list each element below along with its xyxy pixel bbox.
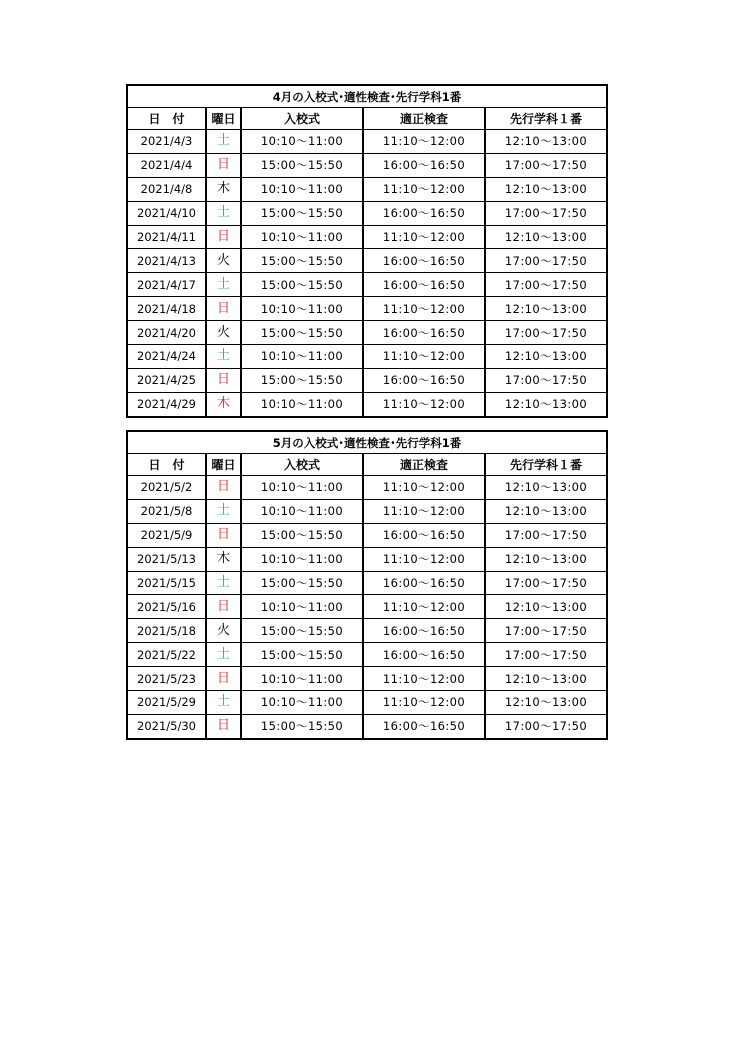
aptitude-column-header: 適正検査 (363, 108, 485, 130)
lesson-time-cell: 12:10～13:00 (485, 547, 607, 571)
aptitude-time-cell: 11:10～12:00 (363, 345, 485, 369)
table-row (127, 523, 607, 547)
weekday-cell: 日 (206, 523, 241, 547)
aptitude-time-cell: 11:10～12:00 (363, 667, 485, 691)
date-cell: 2021/5/29 (127, 691, 206, 715)
entrance-time-cell: 15:00～15:50 (241, 619, 363, 643)
aptitude-time-cell: 11:10～12:00 (363, 130, 485, 154)
date-cell: 2021/5/8 (127, 499, 206, 523)
date-cell: 2021/5/2 (127, 476, 206, 500)
aptitude-time-cell: 11:10～12:00 (363, 476, 485, 500)
aptitude-time-cell: 11:10～12:00 (363, 691, 485, 715)
entrance-time-cell: 10:10～11:00 (241, 225, 363, 249)
weekday-cell: 土 (206, 499, 241, 523)
table-row (127, 547, 607, 571)
entrance-time-cell: 15:00～15:50 (241, 249, 363, 273)
may-schedule-table (126, 430, 608, 740)
aptitude-time-cell: 11:10～12:00 (363, 297, 485, 321)
lesson-time-cell: 12:10～13:00 (485, 476, 607, 500)
lesson-time-cell: 17:00～17:50 (485, 523, 607, 547)
entrance-time-cell: 10:10～11:00 (241, 177, 363, 201)
table-header-row (127, 108, 607, 130)
weekday-cell: 日 (206, 368, 241, 392)
date-cell: 2021/4/11 (127, 225, 206, 249)
weekday-cell: 木 (206, 547, 241, 571)
lesson-time-cell: 12:10～13:00 (485, 177, 607, 201)
aptitude-time-cell: 11:10～12:00 (363, 547, 485, 571)
table-row (127, 499, 607, 523)
aptitude-time-cell: 11:10～12:00 (363, 595, 485, 619)
table-row (127, 619, 607, 643)
table-row (127, 392, 607, 416)
aptitude-time-cell: 16:00～16:50 (363, 201, 485, 225)
weekday-cell: 日 (206, 153, 241, 177)
aptitude-time-cell: 11:10～12:00 (363, 392, 485, 416)
lesson-time-cell: 17:00～17:50 (485, 201, 607, 225)
table-row (127, 225, 607, 249)
date-column-header: 日 付 (127, 108, 206, 130)
entrance-time-cell: 10:10～11:00 (241, 667, 363, 691)
table-row (127, 714, 607, 738)
table-row (127, 345, 607, 369)
lesson-time-cell: 12:10～13:00 (485, 691, 607, 715)
weekday-column-header: 曜日 (206, 108, 241, 130)
table-row (127, 249, 607, 273)
table-row (127, 273, 607, 297)
date-cell: 2021/5/18 (127, 619, 206, 643)
weekday-cell: 日 (206, 476, 241, 500)
lesson-column-header: 先行学科１番 (485, 108, 607, 130)
may-table-title: 5月の入校式･適性検査･先行学科1番 (127, 431, 607, 454)
aptitude-time-cell: 16:00～16:50 (363, 643, 485, 667)
entrance-column-header: 入校式 (241, 454, 363, 476)
lesson-time-cell: 12:10～13:00 (485, 297, 607, 321)
weekday-cell: 日 (206, 595, 241, 619)
entrance-time-cell: 15:00～15:50 (241, 523, 363, 547)
lesson-time-cell: 12:10～13:00 (485, 499, 607, 523)
date-cell: 2021/4/4 (127, 153, 206, 177)
aptitude-time-cell: 16:00～16:50 (363, 523, 485, 547)
aptitude-column-header: 適正検査 (363, 454, 485, 476)
lesson-column-header: 先行学科１番 (485, 454, 607, 476)
entrance-time-cell: 10:10～11:00 (241, 130, 363, 154)
entrance-time-cell: 10:10～11:00 (241, 595, 363, 619)
aptitude-time-cell: 11:10～12:00 (363, 499, 485, 523)
table-title-row (127, 431, 607, 454)
aptitude-time-cell: 16:00～16:50 (363, 249, 485, 273)
table-row (127, 130, 607, 154)
table-row (127, 297, 607, 321)
date-cell: 2021/4/17 (127, 273, 206, 297)
weekday-cell: 火 (206, 321, 241, 345)
table-row (127, 321, 607, 345)
lesson-time-cell: 12:10～13:00 (485, 225, 607, 249)
april-table-title: 4月の入校式･適性検査･先行学科1番 (127, 85, 607, 108)
entrance-time-cell: 15:00～15:50 (241, 201, 363, 225)
entrance-time-cell: 10:10～11:00 (241, 547, 363, 571)
lesson-time-cell: 17:00～17:50 (485, 321, 607, 345)
entrance-time-cell: 15:00～15:50 (241, 153, 363, 177)
weekday-cell: 火 (206, 619, 241, 643)
aptitude-time-cell: 11:10～12:00 (363, 225, 485, 249)
entrance-time-cell: 15:00～15:50 (241, 368, 363, 392)
weekday-cell: 火 (206, 249, 241, 273)
aptitude-time-cell: 16:00～16:50 (363, 619, 485, 643)
entrance-time-cell: 15:00～15:50 (241, 643, 363, 667)
table-row (127, 368, 607, 392)
april-schedule-table (126, 84, 608, 418)
aptitude-time-cell: 16:00～16:50 (363, 273, 485, 297)
entrance-time-cell: 10:10～11:00 (241, 345, 363, 369)
table-row (127, 643, 607, 667)
lesson-time-cell: 12:10～13:00 (485, 130, 607, 154)
table-row (127, 201, 607, 225)
entrance-time-cell: 15:00～15:50 (241, 273, 363, 297)
table-row (127, 667, 607, 691)
aptitude-time-cell: 16:00～16:50 (363, 153, 485, 177)
date-cell: 2021/4/25 (127, 368, 206, 392)
entrance-time-cell: 10:10～11:00 (241, 476, 363, 500)
date-cell: 2021/4/8 (127, 177, 206, 201)
weekday-cell: 土 (206, 201, 241, 225)
date-cell: 2021/5/22 (127, 643, 206, 667)
date-cell: 2021/4/10 (127, 201, 206, 225)
lesson-time-cell: 12:10～13:00 (485, 345, 607, 369)
date-cell: 2021/5/13 (127, 547, 206, 571)
weekday-cell: 日 (206, 225, 241, 249)
lesson-time-cell: 12:10～13:00 (485, 595, 607, 619)
entrance-time-cell: 10:10～11:00 (241, 691, 363, 715)
table-row (127, 691, 607, 715)
aptitude-time-cell: 16:00～16:50 (363, 368, 485, 392)
weekday-cell: 土 (206, 345, 241, 369)
date-cell: 2021/5/9 (127, 523, 206, 547)
aptitude-time-cell: 16:00～16:50 (363, 571, 485, 595)
lesson-time-cell: 17:00～17:50 (485, 619, 607, 643)
date-cell: 2021/4/18 (127, 297, 206, 321)
weekday-column-header: 曜日 (206, 454, 241, 476)
lesson-time-cell: 17:00～17:50 (485, 714, 607, 738)
weekday-cell: 日 (206, 667, 241, 691)
weekday-cell: 土 (206, 273, 241, 297)
lesson-time-cell: 17:00～17:50 (485, 643, 607, 667)
date-cell: 2021/5/30 (127, 714, 206, 738)
date-cell: 2021/4/29 (127, 392, 206, 416)
table-row (127, 595, 607, 619)
table-row (127, 177, 607, 201)
weekday-cell: 土 (206, 691, 241, 715)
weekday-cell: 土 (206, 643, 241, 667)
date-cell: 2021/5/16 (127, 595, 206, 619)
lesson-time-cell: 17:00～17:50 (485, 273, 607, 297)
date-cell: 2021/4/13 (127, 249, 206, 273)
date-column-header: 日 付 (127, 454, 206, 476)
lesson-time-cell: 12:10～13:00 (485, 667, 607, 691)
lesson-time-cell: 17:00～17:50 (485, 153, 607, 177)
lesson-time-cell: 17:00～17:50 (485, 249, 607, 273)
aptitude-time-cell: 16:00～16:50 (363, 321, 485, 345)
table-header-row (127, 454, 607, 476)
date-cell: 2021/4/24 (127, 345, 206, 369)
lesson-time-cell: 12:10～13:00 (485, 392, 607, 416)
entrance-time-cell: 10:10～11:00 (241, 297, 363, 321)
table-title-row (127, 85, 607, 108)
weekday-cell: 日 (206, 297, 241, 321)
date-cell: 2021/4/20 (127, 321, 206, 345)
aptitude-time-cell: 11:10～12:00 (363, 177, 485, 201)
entrance-time-cell: 15:00～15:50 (241, 714, 363, 738)
weekday-cell: 日 (206, 714, 241, 738)
weekday-cell: 木 (206, 392, 241, 416)
date-cell: 2021/5/15 (127, 571, 206, 595)
lesson-time-cell: 17:00～17:50 (485, 571, 607, 595)
entrance-time-cell: 15:00～15:50 (241, 321, 363, 345)
lesson-time-cell: 17:00～17:50 (485, 368, 607, 392)
entrance-time-cell: 10:10～11:00 (241, 499, 363, 523)
table-row (127, 571, 607, 595)
entrance-column-header: 入校式 (241, 108, 363, 130)
entrance-time-cell: 10:10～11:00 (241, 392, 363, 416)
weekday-cell: 木 (206, 177, 241, 201)
date-cell: 2021/5/23 (127, 667, 206, 691)
weekday-cell: 土 (206, 130, 241, 154)
entrance-time-cell: 15:00～15:50 (241, 571, 363, 595)
table-row (127, 153, 607, 177)
aptitude-time-cell: 16:00～16:50 (363, 714, 485, 738)
weekday-cell: 土 (206, 571, 241, 595)
date-cell: 2021/4/3 (127, 130, 206, 154)
table-row (127, 476, 607, 500)
